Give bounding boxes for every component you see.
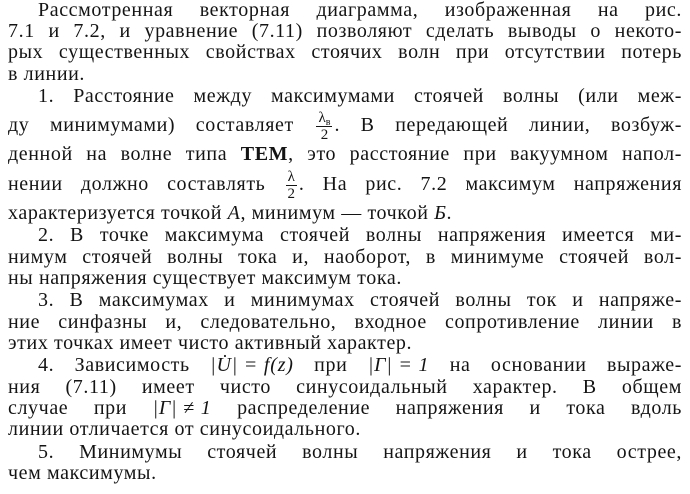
text-line bbox=[8, 107, 682, 144]
paragraph-3 bbox=[8, 290, 682, 354]
paragraph-4 bbox=[8, 355, 682, 440]
text-line: 2. В точке максимума стоячей волны напряжения имеется ми- bbox=[38, 224, 682, 247]
text-segment: . На рис. 7.2 максимум напряжения bbox=[298, 172, 682, 195]
lambda-symbol: λ bbox=[318, 110, 326, 127]
text-segment: распределение напряжения и тока вдоль bbox=[211, 396, 683, 419]
text-segment: при bbox=[293, 354, 368, 377]
text-line bbox=[8, 398, 682, 419]
text-segment: , это расстояние при вакуумном напол- bbox=[288, 143, 682, 166]
text-segment: . В передающей линии, возбуж- bbox=[334, 114, 682, 137]
text-segment: ду минимумами) составляет bbox=[8, 114, 315, 137]
text-line bbox=[8, 144, 682, 165]
wave-type-term: TEM bbox=[240, 143, 289, 166]
fraction-lambda-over-2 bbox=[286, 170, 297, 201]
text-line: Рассмотренная векторная диаграмма, изображенная на рис. bbox=[38, 0, 682, 21]
math-expression-voltage-function: |U̇| = f(z) bbox=[210, 354, 294, 377]
fraction-lambda-v-over-2 bbox=[316, 111, 332, 142]
text-line: чем максимумы. bbox=[8, 461, 157, 484]
text-line: ны напряжения существует максимум тока. bbox=[8, 266, 402, 289]
text-line bbox=[8, 203, 682, 224]
text-segment: на основании выраже- bbox=[429, 354, 683, 377]
text-segment: 4. Зависимость bbox=[38, 354, 211, 377]
text-line: рых существенных свойствах стоячих волн при отсутствии потерь bbox=[8, 41, 682, 64]
text-line: 1. Расстояние между максимумами стоячей волны (или меж- bbox=[38, 85, 682, 108]
fraction-denominator: 2 bbox=[320, 127, 329, 144]
text-line: 5. Минимумы стоячей волны напряжения и тока острее, bbox=[38, 440, 682, 463]
fraction-numerator bbox=[286, 170, 297, 186]
paragraph-2 bbox=[8, 225, 682, 289]
lambda-symbol: λ bbox=[287, 168, 295, 185]
text-line: линии отличается от синусоидального. bbox=[8, 418, 362, 440]
paragraph-intro bbox=[8, 0, 682, 85]
text-segment: нении должно составлять bbox=[8, 172, 284, 195]
point-label-a: А bbox=[227, 201, 241, 224]
text-line: этих точках имеет чисто активный характер. bbox=[8, 331, 413, 354]
text-segment: . bbox=[446, 201, 453, 224]
text-block bbox=[8, 0, 682, 484]
text-line: 3. В максимумах и минимумах стоячей волны ток и напряже- bbox=[38, 289, 682, 312]
text-segment: случае при bbox=[8, 396, 153, 419]
text-line: 7.1 и 7.2, и уравнение (7.11) позволяют сделать выводы о некото- bbox=[8, 20, 682, 43]
fraction-denominator: 2 bbox=[287, 185, 295, 202]
point-label-b: Б bbox=[434, 201, 447, 224]
text-line: в линии. bbox=[8, 62, 86, 85]
text-line bbox=[8, 355, 682, 376]
text-line: ние синфазны и, следовательно, входное сопротивление линии в bbox=[8, 310, 682, 333]
fraction-numerator bbox=[316, 111, 332, 127]
math-expression-reflection-equals-one: |Γ| = 1 bbox=[367, 354, 430, 377]
text-line: нимум стоячей волны тока и, наоборот, в минимуме стоячей вол- bbox=[8, 245, 682, 268]
math-expression-reflection-not-one: |Γ| ≠ 1 bbox=[152, 396, 212, 419]
text-segment: характеризуется точкой bbox=[8, 201, 228, 224]
text-line bbox=[8, 166, 682, 203]
subscript: в bbox=[325, 117, 331, 129]
paragraph-1 bbox=[8, 86, 682, 224]
text-segment: , минимум — точкой bbox=[240, 201, 435, 224]
text-line: ния (7.11) имеет чисто синусоидальный характер. В общем bbox=[8, 375, 682, 398]
text-segment: денной на волне типа bbox=[8, 143, 241, 166]
paragraph-5 bbox=[8, 442, 682, 484]
